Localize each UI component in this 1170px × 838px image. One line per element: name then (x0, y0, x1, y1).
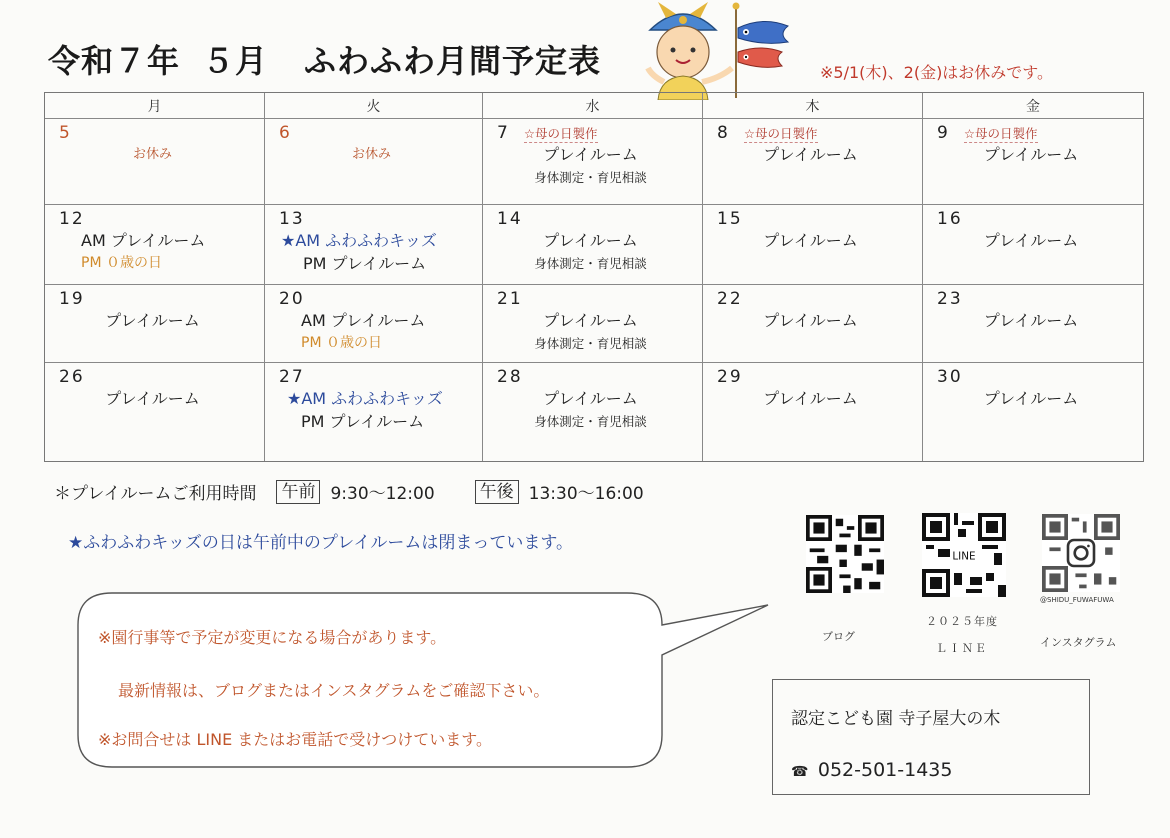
cell-line: プレイルーム (543, 145, 638, 164)
day-number: 13 (279, 209, 305, 229)
day-number: 9 (937, 123, 950, 143)
playroom-hours (54, 479, 644, 504)
cell-line: 身体測定・育児相談 (534, 336, 647, 351)
day-number: 26 (59, 367, 85, 387)
calendar-cell (703, 119, 923, 205)
kids-day-note: ★ふわふわキッズの日は午前中のプレイルームは閉まっています。 (68, 533, 574, 553)
day-number: 28 (497, 367, 523, 387)
cell-line: 身体測定・育児相談 (534, 256, 647, 271)
calendar-cell (923, 363, 1143, 461)
day-number: 30 (937, 367, 963, 387)
bubble-line: ※お問合せは LINE またはお電話で受けつけています。 (98, 730, 493, 749)
calendar-cell (923, 119, 1143, 205)
cell-line: プレイルーム (763, 145, 858, 164)
cell-line: ★AM ふわふわキッズ (281, 231, 437, 250)
cell-line: プレイルーム (983, 389, 1079, 408)
am-time: 9:30〜12:00 (330, 484, 435, 504)
event-label: ☆母の日製作 (523, 126, 598, 141)
calendar-table (44, 92, 1144, 462)
cell-line: お休み (132, 147, 172, 162)
cell-line: お休み (351, 147, 391, 162)
day-number: 8 (717, 123, 730, 143)
calendar-cell (923, 285, 1143, 363)
cell-line: AM プレイルーム (301, 311, 426, 330)
instagram-qr-code[interactable] (1042, 514, 1120, 592)
pm-tag: 午後 (475, 480, 519, 504)
event-label: ☆母の日製作 (963, 126, 1038, 141)
page-title (48, 36, 601, 82)
pm-time: 13:30〜16:00 (528, 484, 644, 504)
cell-line: ★AM ふわふわキッズ (287, 389, 443, 408)
day-number: 19 (59, 289, 85, 309)
notice-bubble (62, 585, 782, 785)
cell-line: AM プレイルーム (81, 231, 206, 250)
weekday-header: 木 (703, 93, 923, 119)
cell-line: PM プレイルーム (301, 412, 425, 431)
calendar-cell (265, 119, 483, 205)
cell-line: プレイルーム (543, 311, 638, 330)
day-number: 15 (717, 209, 743, 229)
cell-line: プレイルーム (543, 389, 638, 408)
calendar-cell (483, 205, 703, 285)
am-tag: 午前 (276, 480, 320, 504)
day-number: 23 (937, 289, 963, 309)
closure-notice: ※5/1(木)、2(金)はお休みです。 (820, 63, 1054, 82)
calendar-cell (483, 285, 703, 363)
title-month: ５月 (202, 42, 269, 80)
instagram-handle: @SHIDU_FUWAFUWA (1040, 596, 1114, 604)
cell-line: 身体測定・育児相談 (534, 414, 647, 429)
line-caption: ＬＩＮＥ (936, 642, 988, 655)
title-era: 令和７年 (48, 42, 181, 80)
day-number: 5 (59, 123, 72, 143)
facility-name: 認定こども園 寺子屋大の木 (791, 709, 1001, 729)
day-number: 29 (717, 367, 743, 387)
line-qr-code[interactable] (922, 513, 1006, 597)
calendar-cell (265, 363, 483, 461)
phone-row (791, 759, 1071, 781)
koinobori-boy-illustration (628, 0, 798, 100)
cell-line: PM ０歳の日 (81, 255, 162, 271)
day-number: 12 (59, 209, 85, 229)
cell-line: プレイルーム (983, 145, 1079, 164)
blog-caption: ブログ (822, 630, 855, 643)
cell-line: プレイルーム (983, 311, 1079, 330)
calendar-cell (703, 363, 923, 461)
day-number: 14 (497, 209, 523, 229)
line-year-caption: ２０２５年度 (926, 615, 998, 628)
bubble-line: 最新情報は、ブログまたはインスタグラムをご確認下さい。 (118, 681, 550, 700)
cell-line: プレイルーム (763, 389, 858, 408)
calendar-cell (45, 119, 265, 205)
day-number: 6 (279, 123, 292, 143)
cell-line: プレイルーム (105, 389, 200, 408)
event-label: ☆母の日製作 (743, 126, 818, 141)
cell-line: 身体測定・育児相談 (534, 170, 647, 185)
day-number: 21 (497, 289, 523, 309)
calendar-cell (923, 205, 1143, 285)
cell-line: PM プレイルーム (303, 254, 427, 273)
day-number: 27 (279, 367, 305, 387)
cell-line: プレイルーム (763, 231, 858, 250)
cell-line: プレイルーム (763, 311, 858, 330)
calendar-cell (265, 285, 483, 363)
calendar-cell (265, 205, 483, 285)
day-number: 22 (717, 289, 743, 309)
day-number: 7 (497, 123, 510, 143)
calendar-cell (45, 205, 265, 285)
cell-line: プレイルーム (105, 311, 200, 330)
calendar-cell (45, 363, 265, 461)
weekday-header: 月 (45, 93, 265, 119)
day-number: 20 (279, 289, 305, 309)
phone-number: 052-501-1435 (817, 759, 953, 781)
calendar-cell (703, 285, 923, 363)
calendar-cell (45, 285, 265, 363)
title-name: ふわふわ月間予定表 (304, 42, 602, 80)
cell-line: プレイルーム (543, 231, 638, 250)
blog-qr-code[interactable] (806, 515, 884, 593)
line-qr-label: LINE (952, 550, 976, 563)
day-number: 16 (937, 209, 963, 229)
instagram-caption: インスタグラム (1040, 636, 1117, 649)
phone-icon: ☎ (791, 764, 809, 780)
cell-line: PM ０歳の日 (301, 335, 382, 351)
weekday-header: 金 (923, 93, 1143, 119)
cell-line: プレイルーム (983, 231, 1079, 250)
calendar-cell (483, 363, 703, 461)
weekday-header: 火 (265, 93, 483, 119)
hours-label: ＊プレイルームご利用時間 (54, 484, 257, 504)
calendar-cell (703, 205, 923, 285)
weekday-header: 水 (483, 93, 703, 119)
contact-box (772, 679, 1090, 795)
bubble-line: ※園行事等で予定が変更になる場合があります。 (98, 628, 447, 647)
calendar-cell (483, 119, 703, 205)
